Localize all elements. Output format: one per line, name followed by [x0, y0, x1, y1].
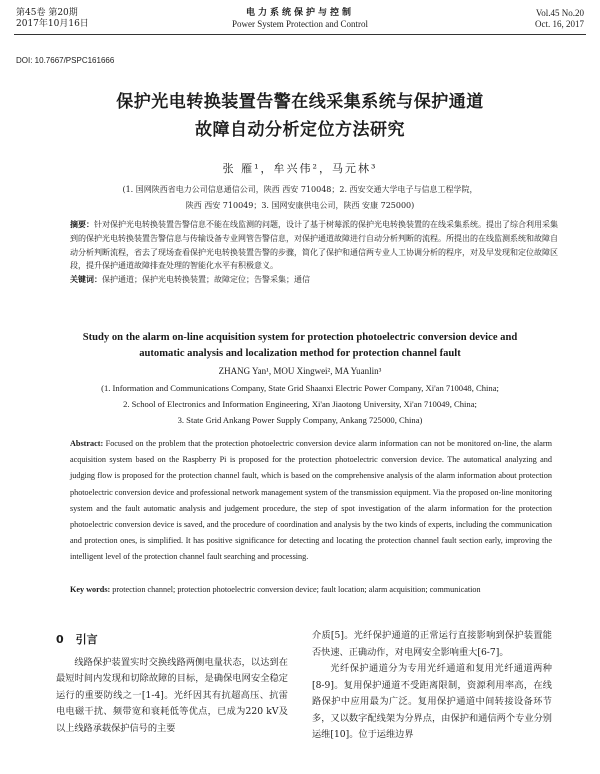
body-column-right	[312, 628, 552, 744]
intro-paragraph-1: 线路保护装置实时交换线路两侧电量状态，以达到在最短时间内发现和切除故障的目标，是确保电网安全稳定运行的重要防线之一[1-4]。光纤因其有抗超高压、抗雷电电磁干扰、频带宽和衰耗低等优点，已成为220 kV及以上线路承载保护信号的主要	[56, 656, 288, 734]
affiliations-cn	[90, 182, 510, 214]
abstract-cn	[70, 218, 558, 287]
authors-cn: 张 雁¹，牟兴伟²，马元林³	[222, 162, 378, 175]
abstract-cn-label: 摘要：	[70, 220, 94, 229]
header-center	[0, 8, 600, 30]
abstract-cn-text: 针对保护光电转换装置告警信息不能在线监测的问题，设计了基于树莓派的保护光电转换装置的在线采集系统。提出了综合利用采集到的保护光电转换装置告警信息与传输设备专业网管告警信息，对保护通道故障进行自动分析判断的流程。所提出的在线监测系统和故障自动分析判断流程，省去了现场查看保护光电转换装置告警的步骤，简化了保护和通信两专业人工协调分析的程序，对及早发现和定位故障区段，提升保护通道故障排查处理的智能化水平有积极意义。	[70, 220, 558, 271]
keywords-cn-text: 保护通道；保护光电转换装置；故障定位；告警采集；通信	[102, 275, 310, 285]
section-heading	[56, 632, 288, 649]
abstract-cn-body	[70, 218, 558, 273]
journal-en: Power System Protection and Control	[232, 19, 368, 29]
affiliations-en	[30, 380, 570, 428]
journal-cn: 电力系统保护与控制	[245, 8, 354, 18]
abstract-en-label: Abstract:	[70, 439, 104, 448]
keywords-cn-label: 关键词：	[70, 275, 102, 285]
authors-en: ZHANG Yan¹, MOU Xingwei², MA Yuanlin³	[218, 366, 382, 376]
title-cn-line-1: 保护光电转换装置告警在线采集系统与保护通道	[116, 92, 484, 112]
keywords-cn	[70, 273, 558, 287]
paper-title-cn	[40, 88, 560, 144]
title-en-line-1: Study on the alarm on-line acquisition system for protection photoelectric conversion device and	[82, 332, 518, 343]
header-right	[535, 8, 584, 30]
volume-cn: 第45卷 第20期	[16, 8, 78, 18]
affiliation-cn-line-2: 陕西 西安 710049；3. 国网安康供电公司，陕西 安康 725000)	[185, 201, 415, 210]
keywords-en	[70, 582, 552, 598]
paper-title-en	[56, 330, 544, 362]
abstract-en	[70, 436, 552, 566]
title-en-line-2: automatic analysis and localization method for protection channel fault	[139, 348, 461, 359]
body-column-left	[56, 632, 288, 737]
intro-paragraph-2: 光纤保护通道分为专用光纤通道和复用光纤通道两种[8-9]。复用保护通道不受距离限制，资源利用率高，在线路保护中应用最为广泛。复用保护通道中间转接设备环节多，又以数字配线架为分界点，由保护和通信两个专业分别运维[10]。位于运维边界	[312, 663, 552, 740]
doi: DOI: 10.7667/PSPC161666	[16, 56, 115, 65]
affiliation-cn-line-1: (1. 国网陕西省电力公司信息通信公司，陕西 西安 710048；2. 西安交通大学电子与信息工程学院，	[122, 185, 478, 194]
affiliation-en-line-2: 2. School of Electronics and Information Engineering, Xi'an Jiaotong University, Xi'an 710049, China;	[123, 399, 477, 409]
header-divider	[14, 34, 586, 35]
section-number: 0	[56, 633, 64, 646]
section-title: 引言	[75, 633, 98, 646]
intro-paragraph-1-continued: 介质[5]。光纤保护通道的正常运行直接影响到保护装置能否快速、正确动作，对电网安全影响重大[6-7]。	[312, 630, 552, 658]
affiliation-en-line-1: (1. Information and Communications Company, State Grid Shaanxi Electric Power Company, Xi'an 710048, China;	[101, 383, 499, 393]
date-cn: 2017年10月16日	[16, 19, 89, 29]
affiliation-en-line-3: 3. State Grid Ankang Power Supply Company, Ankang 725000, China)	[177, 415, 423, 425]
volume-en: Vol.45 No.20	[535, 8, 584, 18]
keywords-en-label: Key words:	[70, 585, 111, 594]
title-cn-line-2: 故障自动分析定位方法研究	[195, 120, 405, 140]
abstract-en-text: Focused on the problem that the protection photoelectric conversion device alarm information can not be monitored on-line, the alarm acquisition system based on the Raspberry Pi is proposed for the protection photoelectric conversion device. The automatical analyzing and judging flow is proposed for the protection channel fault, which is based on the comprehensive analysis of the alarm information about protection photoelectric conversion device and professional network management system of the transmission equipment. Via the proposed on-line monitoring system and the fault automatic analysis and judgement procedure, the step of spot investigation of the alarm information for the protection photoelectric conversion device is saved, and the procedure of coordination and analysis by the two kinds of experts, including the communication and protection ones, is simplified. It has positive significance for detecting and locating the protection channel fault section early, improving the intelligent level of the protection channel fault searching and processing.	[70, 439, 553, 562]
keywords-en-text: protection channel; protection photoelectric conversion device; fault location; alarm acquisition; communication	[112, 585, 481, 594]
date-en: Oct. 16, 2017	[535, 19, 584, 29]
